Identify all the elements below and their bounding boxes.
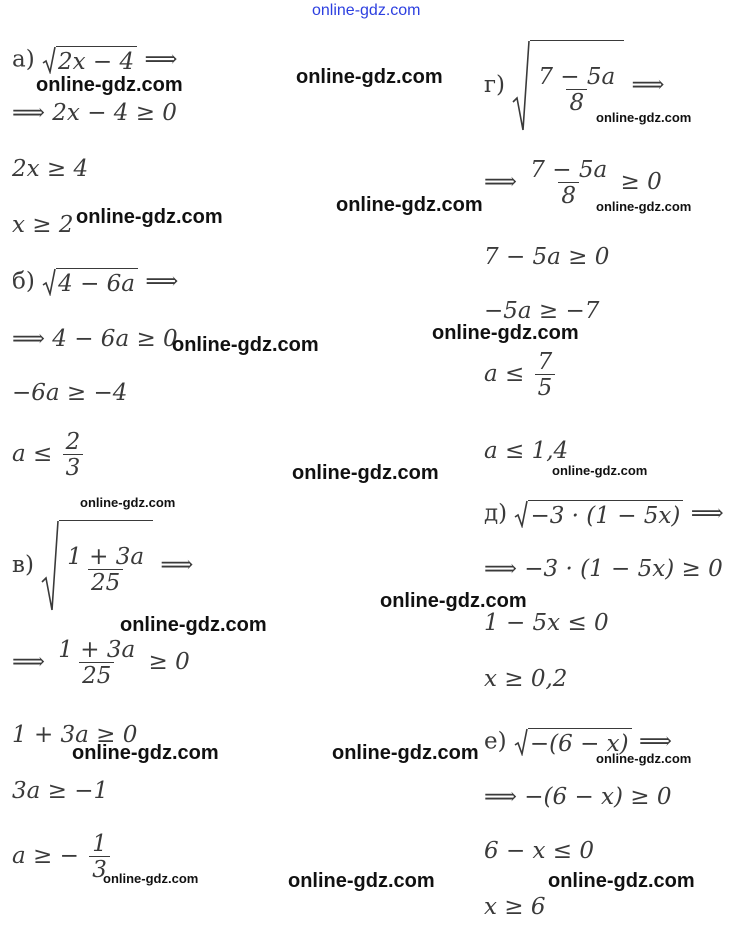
part-a-step-3: x ≥ 2 — [12, 212, 74, 238]
part-b-label: б) — [12, 268, 35, 295]
part-v-implies: ⟹ — [160, 552, 194, 578]
part-v-step-4-lhs: a ≥ − — [12, 843, 79, 869]
fraction-numerator: 7 − 5a — [538, 63, 616, 90]
part-d-header — [484, 500, 724, 529]
part-v-step-4 — [12, 832, 113, 882]
part-a-radicand: 2x − 4 — [56, 46, 137, 75]
part-d-radicand: −3 · (1 − 5x) — [528, 500, 683, 529]
watermark: online-gdz.com — [72, 742, 219, 764]
fraction-numerator: 1 + 3a — [67, 543, 145, 570]
part-a-header — [12, 46, 177, 75]
part-d-label: д) — [484, 500, 508, 527]
watermark: online-gdz.com — [103, 871, 199, 886]
watermark: online-gdz.com — [292, 462, 439, 484]
part-d-radical — [514, 500, 683, 529]
part-b-header — [12, 268, 178, 297]
watermark: online-gdz.com — [76, 206, 223, 228]
fraction-denominator: 3 — [63, 454, 84, 480]
sqrt-icon — [514, 728, 528, 757]
watermark: online-gdz.com — [36, 74, 183, 96]
part-e-step-3: x ≥ 6 — [484, 894, 546, 920]
part-v-step-1-pre: ⟹ — [12, 649, 45, 675]
fraction-denominator: 3 — [89, 856, 110, 882]
sqrt-icon — [41, 520, 59, 612]
part-b-step-3 — [12, 430, 86, 480]
sqrt-icon — [512, 40, 530, 132]
part-a-step-1: ⟹ 2x − 4 ≥ 0 — [12, 100, 177, 126]
part-d-step-1: ⟹ −3 · (1 − 5x) ≥ 0 — [484, 556, 723, 582]
part-v-header — [12, 520, 193, 612]
part-a-label: а) — [12, 46, 35, 73]
part-e-step-1: ⟹ −(6 − x) ≥ 0 — [484, 784, 672, 810]
fraction-denominator: 8 — [558, 182, 579, 208]
part-d-implies: ⟹ — [690, 500, 724, 527]
part-a-step-2: 2x ≥ 4 — [12, 156, 89, 182]
part-g-step-4 — [484, 350, 558, 400]
part-g-fraction — [535, 65, 618, 115]
watermark: online-gdz.com — [332, 742, 479, 764]
fraction-denominator: 25 — [88, 569, 123, 595]
sqrt-icon — [42, 268, 56, 297]
part-b-step-2: −6a ≥ −4 — [12, 380, 128, 406]
watermark: online-gdz.com — [296, 66, 443, 88]
part-g-label: г) — [484, 72, 506, 98]
part-b-radical — [42, 268, 138, 297]
watermark: online-gdz.com — [596, 199, 692, 214]
watermark: online-gdz.com — [312, 2, 421, 19]
part-e-radicand: −(6 − x) — [528, 728, 632, 757]
part-e-label: е) — [484, 728, 507, 755]
watermark: online-gdz.com — [432, 322, 579, 344]
part-a-radical — [42, 46, 137, 75]
fraction-numerator: 2 — [65, 429, 81, 455]
watermark: online-gdz.com — [596, 110, 692, 125]
sqrt-icon — [42, 46, 56, 75]
part-e-implies: ⟹ — [638, 728, 672, 755]
part-g-step-1-pre: ⟹ — [484, 169, 517, 195]
part-v-step-2: 1 + 3a ≥ 0 — [12, 722, 138, 748]
part-e-step-2: 6 − x ≤ 0 — [484, 838, 595, 864]
watermark: online-gdz.com — [380, 590, 527, 612]
watermark: online-gdz.com — [336, 194, 483, 216]
part-b-implies: ⟹ — [145, 268, 179, 295]
watermark: online-gdz.com — [172, 334, 319, 356]
fraction-numerator: 1 — [92, 831, 107, 857]
part-b-radicand: 4 − 6a — [56, 268, 138, 297]
part-v-step-1-fraction — [55, 638, 138, 688]
watermark: online-gdz.com — [80, 495, 176, 510]
watermark: online-gdz.com — [548, 870, 695, 892]
part-g-step-4-fraction — [535, 350, 556, 400]
part-v-step-1-post: ≥ 0 — [148, 649, 190, 675]
part-g-implies: ⟹ — [631, 72, 665, 98]
part-v-step-3: 3a ≥ −1 — [12, 778, 109, 804]
watermark: online-gdz.com — [596, 751, 692, 766]
part-g-step-2: 7 − 5a ≥ 0 — [484, 244, 610, 270]
fraction-numerator: 7 — [537, 349, 553, 375]
fraction-denominator: 25 — [79, 662, 114, 688]
part-g-step-5: a ≤ 1,4 — [484, 438, 569, 464]
fraction-numerator: 1 + 3a — [58, 637, 136, 663]
part-a-implies: ⟹ — [144, 46, 178, 73]
fraction-numerator: 7 − 5a — [530, 157, 608, 183]
part-v-fraction — [64, 545, 147, 595]
fraction-denominator: 8 — [566, 89, 587, 115]
part-b-step-1: ⟹ 4 − 6a ≥ 0 — [12, 326, 178, 352]
sqrt-icon — [514, 500, 528, 529]
part-v-step-1 — [12, 638, 190, 688]
watermark: online-gdz.com — [120, 614, 267, 636]
fraction-denominator: 5 — [535, 374, 556, 400]
part-b-step-3-lhs: a ≤ — [12, 441, 53, 467]
part-d-step-2: 1 − 5x ≤ 0 — [484, 610, 609, 636]
part-v-radical — [41, 520, 153, 612]
part-g-step-4-lhs: a ≤ — [484, 361, 525, 387]
part-g-step-1-post: ≥ 0 — [620, 169, 662, 195]
part-b-fraction — [63, 430, 84, 480]
part-g-step-3: −5a ≥ −7 — [484, 298, 600, 324]
watermark: online-gdz.com — [288, 870, 435, 892]
watermark: online-gdz.com — [552, 463, 648, 478]
part-d-step-3: x ≥ 0,2 — [484, 666, 568, 692]
part-v-label: в) — [12, 552, 34, 578]
